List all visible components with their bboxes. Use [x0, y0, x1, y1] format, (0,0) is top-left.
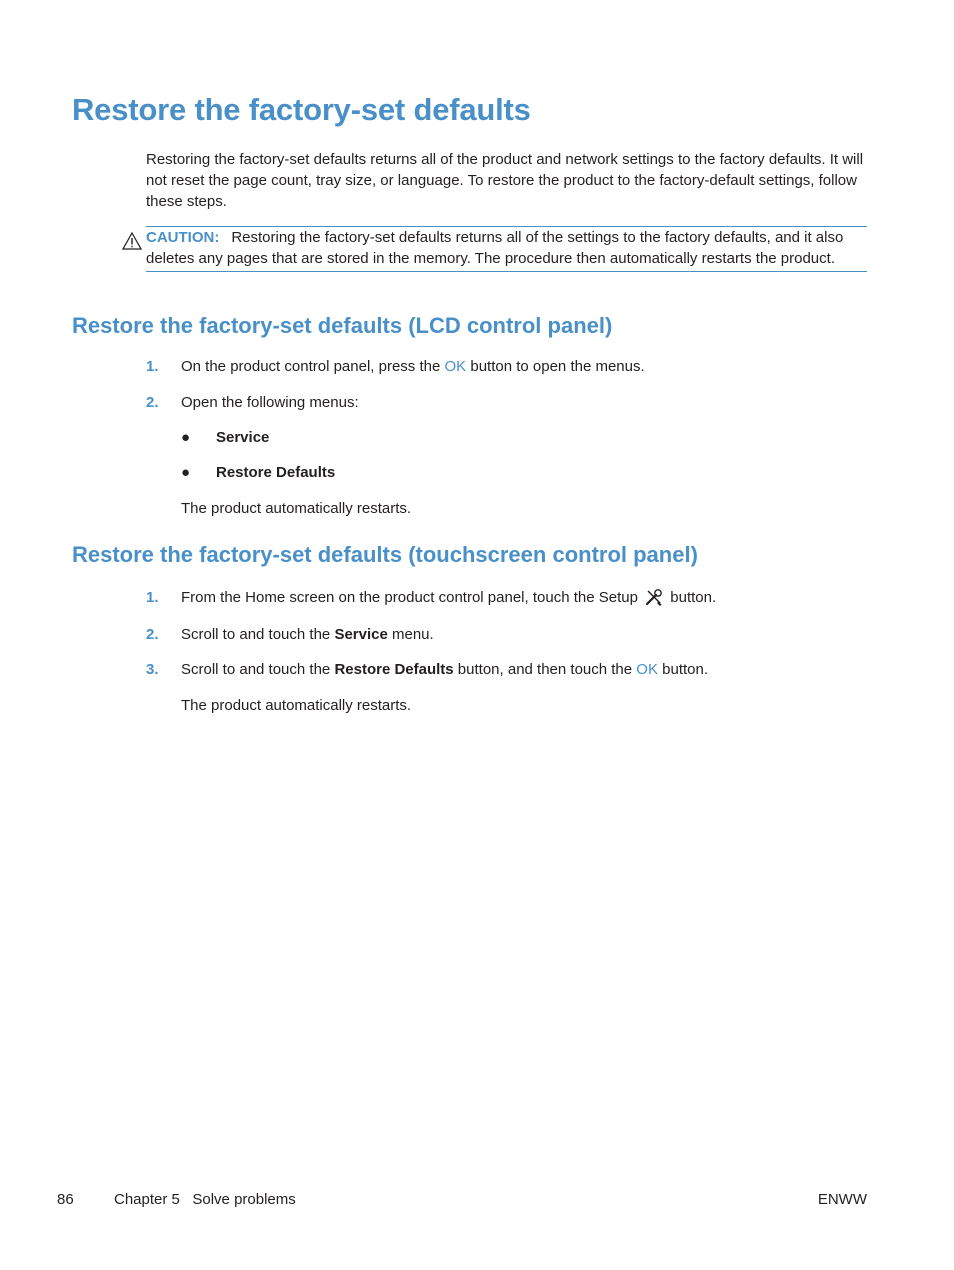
touch-heading: Restore the factory-set defaults (touchscreen control panel): [72, 542, 698, 567]
menu-label: Service: [216, 429, 270, 446]
ok-button-label: OK: [636, 661, 658, 678]
caution-label: CAUTION:: [146, 229, 220, 246]
lcd-step-1: [146, 356, 645, 377]
lcd-step-2: [146, 392, 359, 413]
step-text: Open the following menus:: [181, 394, 359, 411]
step-number: 1.: [146, 358, 159, 375]
step-number: 2.: [146, 626, 159, 643]
bullet-icon: ●: [181, 464, 191, 481]
step-text: button to open the menus.: [466, 358, 645, 375]
doc-code: ENWW: [817, 1191, 867, 1208]
intro-paragraph: Restoring the factory-set defaults returns all of the product and network settings to the factory defaults. It will not reset the page count, tray size, or language. To restore the product to the factory-default settings, follow these steps.: [146, 151, 864, 210]
caution-text: Restoring the factory-set defaults returns all of the settings to the factory defaults, and it also deletes any pages that are stored in the memory. The procedure then automatically restarts the product.: [146, 229, 844, 267]
step-text: button.: [666, 589, 717, 606]
ok-button-label: OK: [444, 358, 467, 375]
bullet-icon: ●: [181, 429, 191, 446]
menu-item-service: [181, 427, 269, 448]
step-number: 2.: [146, 394, 159, 411]
touch-step-1: [146, 587, 716, 608]
touch-step-3: [146, 659, 708, 680]
page-title: Restore the factory-set defaults: [72, 92, 531, 127]
restore-defaults-label: Restore Defaults: [334, 661, 454, 678]
step-text: Scroll to and touch the: [181, 661, 335, 678]
menu-item-restore-defaults: [181, 462, 335, 483]
lcd-heading: Restore the factory-set defaults (LCD control panel): [72, 313, 613, 338]
step-text: button, and then touch the: [453, 661, 637, 678]
step-text: From the Home screen on the product control panel, touch the Setup: [181, 589, 643, 606]
step-number: 1.: [146, 589, 159, 606]
touch-step-2: [146, 624, 434, 645]
caution-box: [146, 226, 867, 272]
touch-result: The product automatically restarts.: [181, 697, 412, 714]
step-text: On the product control panel, press the: [181, 358, 445, 375]
step-text: button.: [657, 661, 709, 678]
chapter-label: Chapter 5 Solve problems: [114, 1191, 296, 1208]
lcd-result: The product automatically restarts.: [181, 500, 412, 517]
menu-label: Restore Defaults: [216, 464, 336, 481]
setup-wrench-icon: [644, 587, 664, 607]
service-label: Service: [334, 626, 388, 643]
page-number: 86: [57, 1191, 74, 1208]
step-text: menu.: [387, 626, 434, 643]
warning-icon: [122, 232, 142, 250]
step-number: 3.: [146, 661, 159, 678]
step-text: Scroll to and touch the: [181, 626, 335, 643]
